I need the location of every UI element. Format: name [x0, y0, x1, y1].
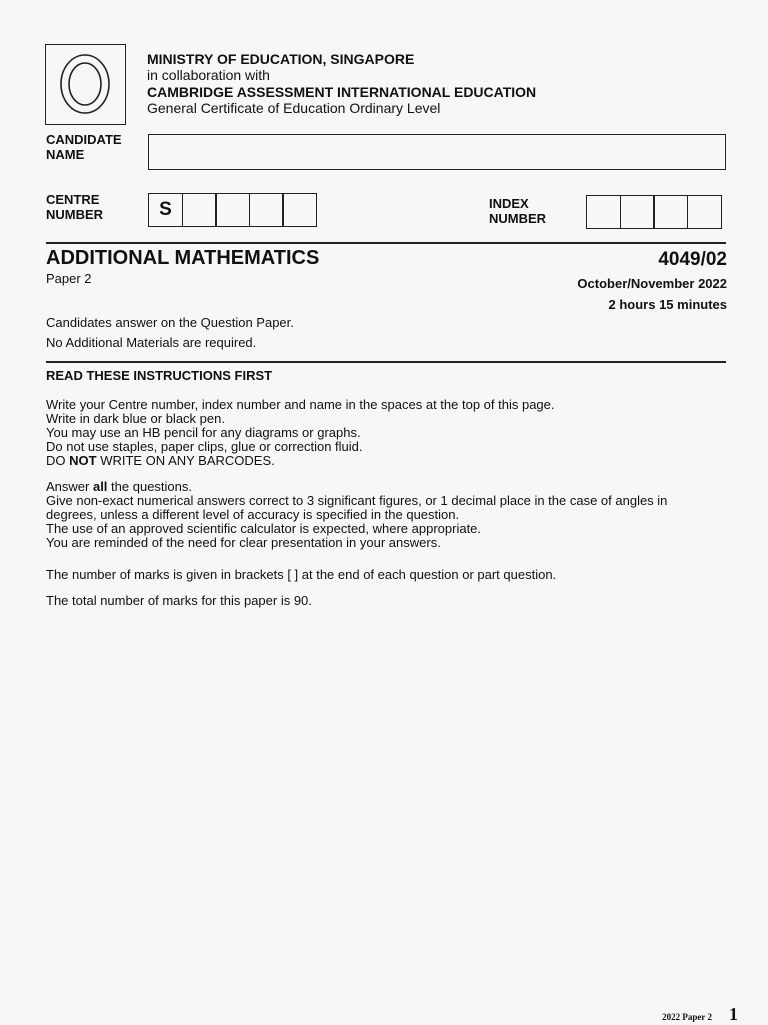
index-number-box[interactable] [687, 195, 722, 229]
index-number-boxes [586, 195, 722, 229]
centre-number-box[interactable] [182, 193, 217, 227]
instruction-line: You may use an HB pencil for any diagrams or graphs. [46, 425, 361, 440]
instruction-barcodes [46, 454, 736, 468]
index-number-label-line2: NUMBER [489, 211, 547, 226]
barcode-emphasis: NOT [69, 453, 97, 468]
instructions-heading: READ THESE INSTRUCTIONS FIRST [46, 368, 273, 383]
index-number-box[interactable] [620, 195, 655, 229]
centre-number-boxes [148, 193, 317, 227]
org-line-ministry: MINISTRY OF EDUCATION, SINGAPORE [147, 51, 415, 67]
centre-number-label [46, 192, 103, 222]
barcode-prefix: DO [46, 453, 70, 468]
instructions-group-2 [46, 480, 736, 550]
instruction-line: Do not use staples, paper clips, glue or correction fluid. [46, 439, 363, 454]
footer-label: 2022 Paper 2 [662, 1012, 712, 1022]
answer-suffix: the questions. [107, 479, 192, 494]
candidate-name-field[interactable] [148, 134, 726, 170]
instruction-answer-all [46, 480, 736, 494]
centre-number-box[interactable]: S [148, 193, 183, 227]
centre-number-box[interactable] [282, 193, 317, 227]
total-marks-note: The total number of marks for this paper is 90. [46, 593, 312, 608]
instruction-line: degrees, unless a different level of accuracy is specified in the question. [46, 507, 460, 522]
instruction-line: Give non-exact numerical answers correct to 3 significant figures, or 1 decimal place in the case of angles in [46, 493, 668, 508]
divider-top [46, 242, 726, 244]
centre-number-label-line1: CENTRE [46, 192, 100, 207]
barcode-suffix: WRITE ON ANY BARCODES. [96, 453, 275, 468]
page-number: 1 [729, 1004, 738, 1024]
centre-number-box[interactable] [249, 193, 284, 227]
candidate-name-label-line2: NAME [46, 147, 85, 162]
candidate-name-label [46, 132, 122, 162]
org-line-collaboration: in collaboration with [147, 67, 270, 83]
answer-emphasis: all [92, 479, 108, 494]
syllabus-code: 4049/02 [658, 249, 727, 270]
instruction-line: You are reminded of the need for clear presentation in your answers. [46, 535, 441, 550]
instruction-line: Write in dark blue or black pen. [46, 411, 225, 426]
index-number-label-line1: INDEX [489, 196, 529, 211]
index-number-label [489, 196, 546, 226]
materials-note: No Additional Materials are required. [46, 335, 257, 350]
instruction-line: Write your Centre number, index number and name in the spaces at the top of this page. [46, 397, 555, 412]
exam-duration: 2 hours 15 minutes [608, 297, 727, 312]
centre-number-box[interactable] [215, 193, 250, 227]
exam-session: October/November 2022 [577, 276, 727, 291]
org-line-cambridge: CAMBRIDGE ASSESSMENT INTERNATIONAL EDUCATION [147, 84, 537, 100]
paper-number: Paper 2 [46, 271, 92, 286]
divider-instructions [46, 361, 726, 363]
answer-location-note: Candidates answer on the Question Paper. [46, 315, 294, 330]
o-level-logo-icon [46, 45, 124, 123]
marks-note: The number of marks is given in brackets [ ] at the end of each question or part question. [46, 567, 557, 582]
instructions-group-1 [46, 398, 736, 468]
centre-number-label-line2: NUMBER [46, 207, 104, 222]
answer-prefix: Answer [46, 479, 93, 494]
candidate-name-label-line1: CANDIDATE [46, 132, 122, 147]
index-number-box[interactable] [586, 195, 621, 229]
exam-board-logo [45, 44, 126, 125]
subject-title: ADDITIONAL MATHEMATICS [46, 247, 320, 269]
org-line-level: General Certificate of Education Ordinary Level [147, 100, 441, 116]
instruction-line: The use of an approved scientific calculator is expected, where appropriate. [46, 521, 482, 536]
index-number-box[interactable] [653, 195, 688, 229]
